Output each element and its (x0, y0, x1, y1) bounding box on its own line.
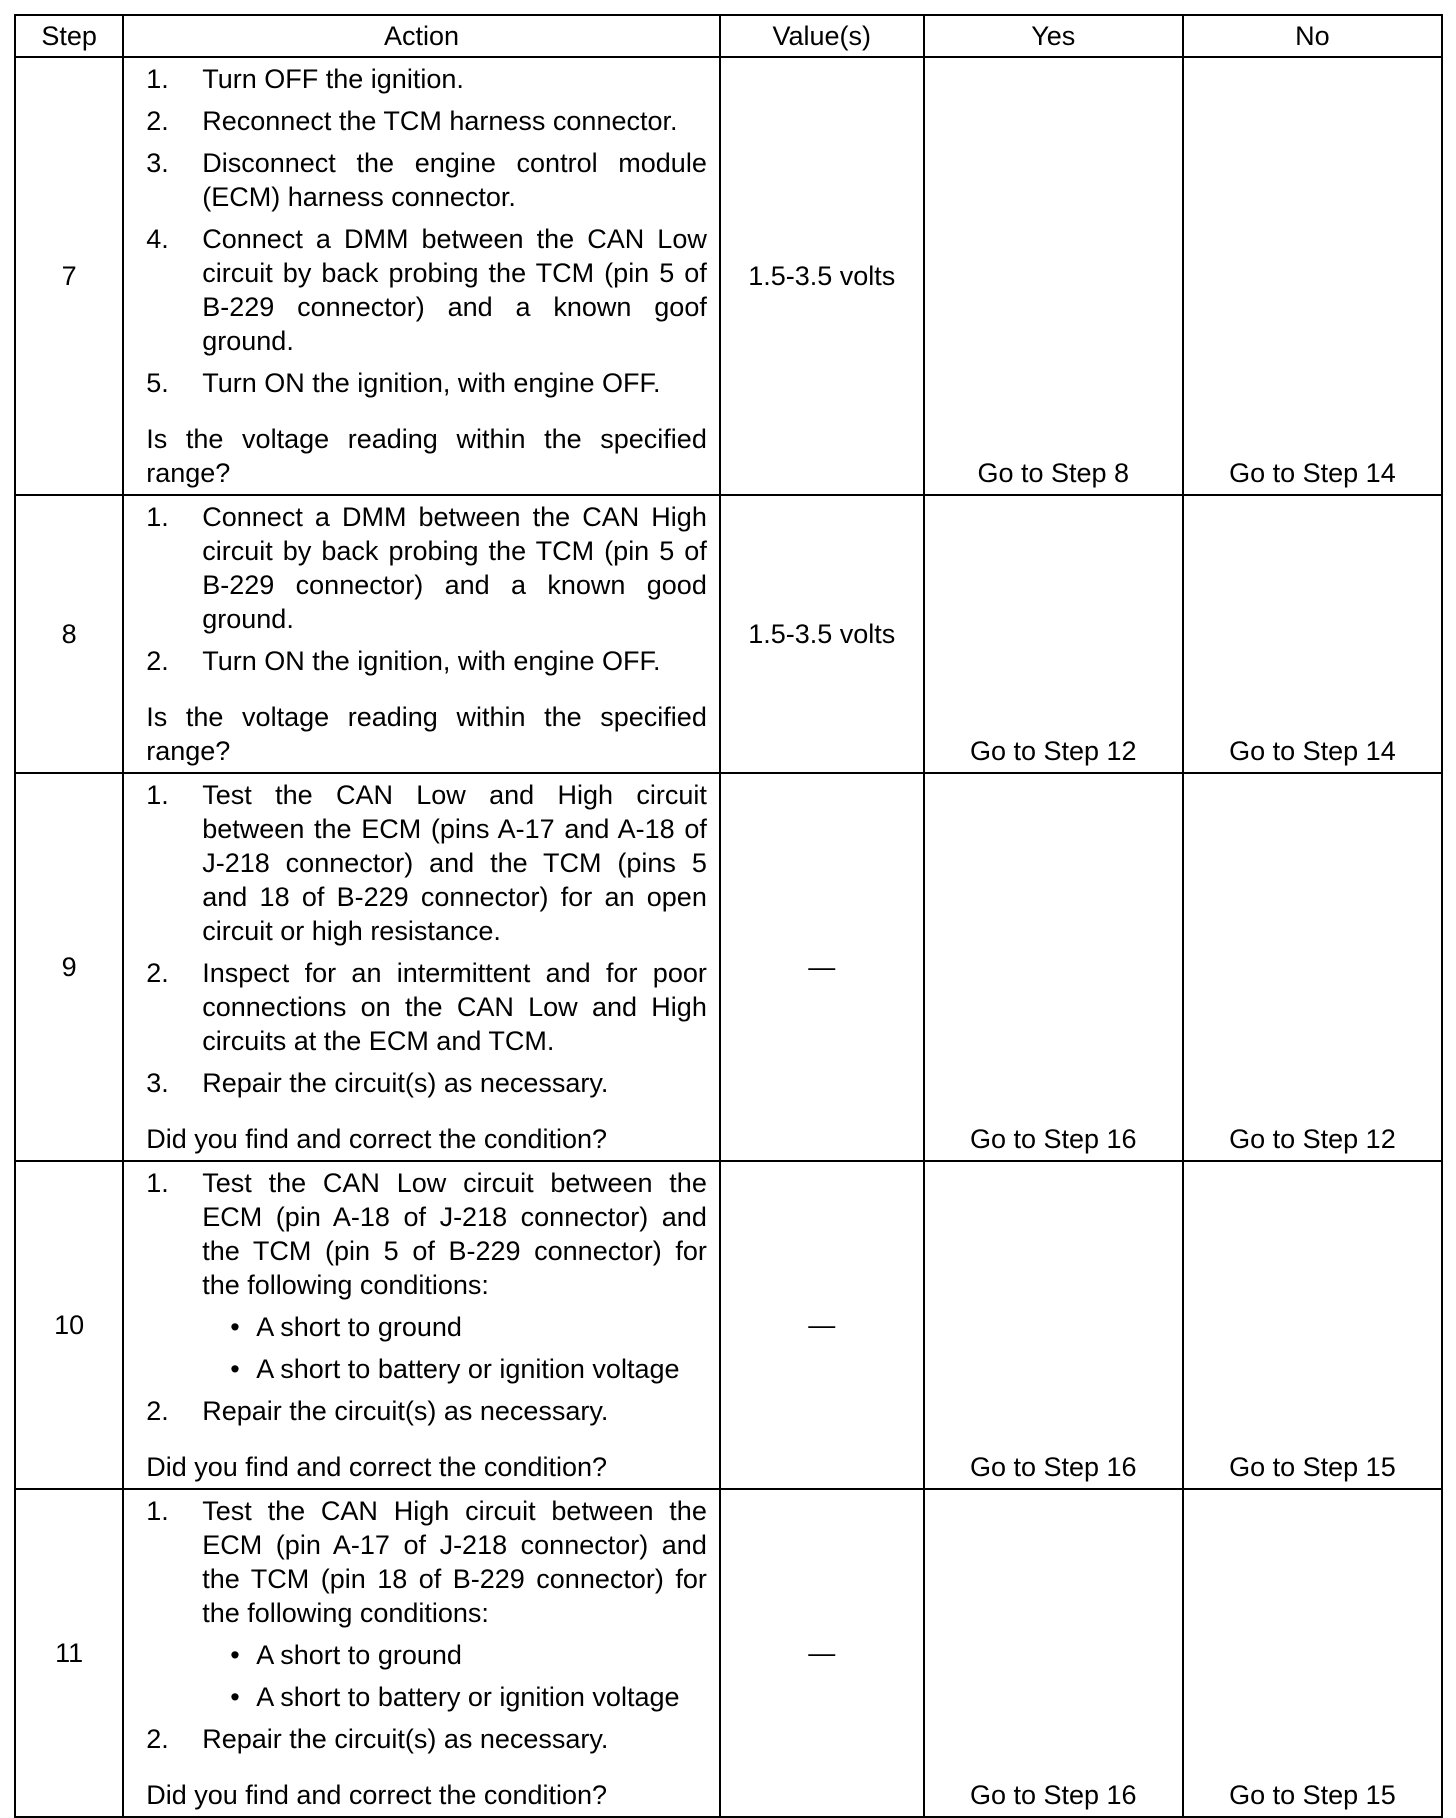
action-step-number: 2. (146, 1396, 169, 1426)
action-step-text: Repair the circuit(s) as necessary. (202, 1396, 609, 1426)
table-row (15, 57, 1442, 495)
no-cell: Go to Step 15 (1183, 1161, 1442, 1489)
step-question: Is the voltage reading within the specified range? (146, 702, 707, 766)
action-step-text: Test the CAN Low and High circuit between the ECM (pins A-17 and A-18 of J-218 connector) and the TCM (pins 5 and 18 of B-229 connector) for an open circuit or high resistance. (202, 780, 707, 946)
action-step-text: Turn ON the ignition, with engine OFF. (202, 368, 661, 398)
value-cell: 1.5-3.5 volts (720, 495, 924, 773)
action-cell (123, 773, 720, 1161)
condition-bullet (230, 1352, 707, 1386)
action-step (146, 146, 707, 214)
action-step (146, 62, 707, 96)
step-question: Did you find and correct the condition? (146, 1452, 608, 1482)
action-step-number: 3. (146, 148, 169, 178)
action-step-text: Reconnect the TCM harness connector. (202, 106, 678, 136)
action-step (146, 104, 707, 138)
action-step-text: Turn OFF the ignition. (202, 64, 464, 94)
bullet-icon: • (230, 1354, 240, 1384)
action-cell (123, 1489, 720, 1817)
action-step-text: Repair the circuit(s) as necessary. (202, 1068, 609, 1098)
yes-cell: Go to Step 16 (924, 1489, 1183, 1817)
header-yes: Yes (924, 15, 1183, 57)
action-step (146, 222, 707, 358)
action-step-text: Disconnect the engine control module (ECM) harness connector. (202, 148, 707, 212)
value-cell: — (720, 773, 924, 1161)
step-number: 10 (15, 1161, 123, 1489)
no-cell: Go to Step 14 (1183, 57, 1442, 495)
action-step-number: 2. (146, 1724, 169, 1754)
header-step: Step (15, 15, 123, 57)
table-row (15, 773, 1442, 1161)
header-row (15, 15, 1442, 57)
action-step (146, 644, 707, 678)
action-step (146, 1066, 707, 1100)
action-cell (123, 57, 720, 495)
step-question: Is the voltage reading within the specified range? (146, 424, 707, 488)
condition-bullet (230, 1680, 707, 1714)
action-step-number: 2. (146, 646, 169, 676)
step-number: 11 (15, 1489, 123, 1817)
yes-cell: Go to Step 16 (924, 1161, 1183, 1489)
condition-text: A short to battery or ignition voltage (256, 1354, 680, 1384)
value-cell: 1.5-3.5 volts (720, 57, 924, 495)
header-action: Action (123, 15, 720, 57)
step-question: Did you find and correct the condition? (146, 1124, 608, 1154)
condition-text: A short to ground (256, 1312, 462, 1342)
action-step-text: Turn ON the ignition, with engine OFF. (202, 646, 661, 676)
condition-bullet (230, 1638, 707, 1672)
yes-cell: Go to Step 16 (924, 773, 1183, 1161)
action-step-number: 4. (146, 224, 169, 254)
action-step-text: Test the CAN Low circuit between the ECM (pin A-18 of J-218 connector) and the TCM (pin 5 of B-229 connector) for the following conditions: (202, 1168, 707, 1300)
bullet-icon: • (230, 1312, 240, 1342)
action-step-number: 1. (146, 502, 169, 532)
action-step-number: 2. (146, 106, 169, 136)
header-no: No (1183, 15, 1442, 57)
yes-cell: Go to Step 8 (924, 57, 1183, 495)
action-cell (123, 1161, 720, 1489)
action-cell (123, 495, 720, 773)
action-step (146, 1166, 707, 1302)
step-question: Did you find and correct the condition? (146, 1780, 608, 1810)
action-step-number: 1. (146, 1168, 169, 1198)
action-step-number: 2. (146, 958, 169, 988)
action-step-number: 1. (146, 64, 169, 94)
no-cell: Go to Step 14 (1183, 495, 1442, 773)
action-step (146, 1394, 707, 1428)
yes-cell: Go to Step 12 (924, 495, 1183, 773)
bullet-icon: • (230, 1640, 240, 1670)
no-cell: Go to Step 12 (1183, 773, 1442, 1161)
action-step (146, 500, 707, 636)
action-step-number: 1. (146, 780, 169, 810)
condition-text: A short to battery or ignition voltage (256, 1682, 680, 1712)
bullet-icon: • (230, 1682, 240, 1712)
action-step (146, 1494, 707, 1630)
action-step-text: Connect a DMM between the CAN Low circuit by back probing the TCM (pin 5 of B-229 connector) and a known goof ground. (202, 224, 707, 356)
step-number: 7 (15, 57, 123, 495)
action-step (146, 956, 707, 1058)
value-cell: — (720, 1489, 924, 1817)
action-step (146, 1722, 707, 1756)
table-row (15, 1489, 1442, 1817)
step-number: 9 (15, 773, 123, 1161)
action-step-number: 5. (146, 368, 169, 398)
action-step-number: 1. (146, 1496, 169, 1526)
step-number: 8 (15, 495, 123, 773)
header-values: Value(s) (720, 15, 924, 57)
table-row (15, 495, 1442, 773)
action-step (146, 366, 707, 400)
action-step-text: Inspect for an intermittent and for poor connections on the CAN Low and High circuits at the ECM and TCM. (202, 958, 707, 1056)
action-step-number: 3. (146, 1068, 169, 1098)
diagnostic-table (14, 14, 1443, 1818)
no-cell: Go to Step 15 (1183, 1489, 1442, 1817)
action-step (146, 778, 707, 948)
action-step-text: Test the CAN High circuit between the ECM (pin A-17 of J-218 connector) and the TCM (pin 18 of B-229 connector) for the following conditions: (202, 1496, 707, 1628)
condition-bullet (230, 1310, 707, 1344)
value-cell: — (720, 1161, 924, 1489)
action-step-text: Connect a DMM between the CAN High circuit by back probing the TCM (pin 5 of B-229 connector) and a known good ground. (202, 502, 707, 634)
action-step-text: Repair the circuit(s) as necessary. (202, 1724, 609, 1754)
condition-text: A short to ground (256, 1640, 462, 1670)
table-row (15, 1161, 1442, 1489)
